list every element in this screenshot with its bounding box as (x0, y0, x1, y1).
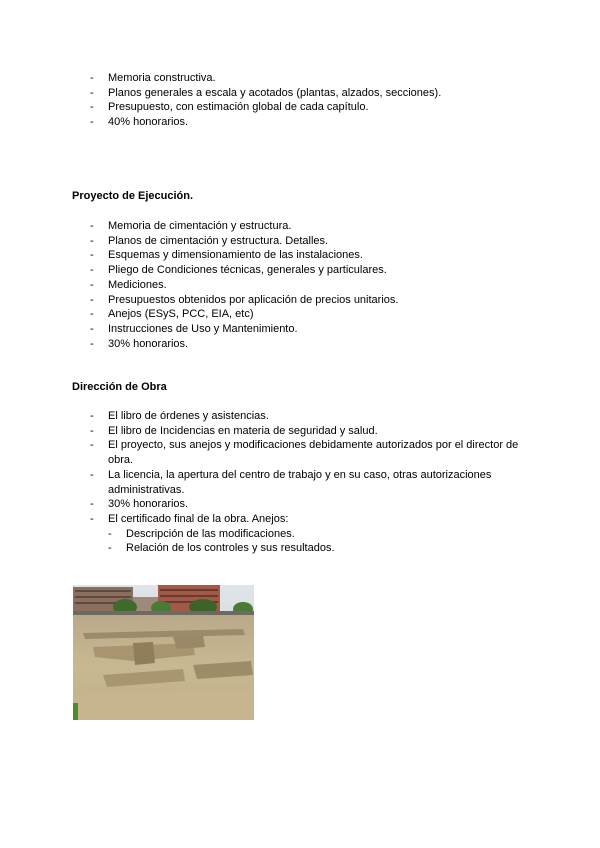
list-item-text: Memoria de cimentación y estructura. (108, 220, 292, 232)
list-item-text: 30% honorarios. (108, 498, 189, 511)
bullet-dash: - (90, 322, 94, 335)
bullet-dash: - (90, 498, 94, 511)
list-item (90, 234, 550, 249)
list-item-text: 30% honorarios. (108, 337, 189, 350)
list-item (90, 100, 550, 115)
construction-site-photo (73, 585, 254, 720)
list-item (90, 468, 530, 497)
list-item-text: La licencia, la apertura del centro de trabajo y en su caso, otras autorizaciones administrativas. (108, 468, 492, 496)
intro-list (90, 71, 550, 130)
list-item-text: Planos generales a escala y acotados (plantas, alzados, secciones). (108, 86, 442, 99)
bullet-dash: - (90, 72, 94, 84)
bullet-dash: - (90, 439, 94, 452)
bullet-dash: - (108, 527, 112, 540)
bullet-dash: - (108, 542, 112, 555)
list-item (90, 497, 530, 512)
list-item (90, 307, 550, 322)
list-item-text: Memoria constructiva. (108, 72, 216, 84)
ejecucion-list (90, 219, 550, 351)
list-item (90, 115, 550, 130)
bullet-dash: - (90, 101, 94, 114)
list-item (90, 424, 530, 439)
list-item-text: El proyecto, sus anejos y modificaciones debidamente autorizados por el director de obra. (108, 439, 519, 467)
list-item (90, 337, 550, 352)
list-item-text: Instrucciones de Uso y Mantenimiento. (108, 322, 298, 335)
bullet-dash: - (90, 293, 94, 306)
section-heading-ejecucion: Proyecto de Ejecución. (72, 190, 194, 202)
list-item (90, 86, 550, 101)
list-item (90, 409, 530, 424)
bullet-dash: - (90, 278, 94, 291)
list-item (90, 278, 550, 293)
list-item-text: 40% honorarios. (108, 116, 189, 129)
bullet-dash: - (90, 234, 94, 247)
list-item-text: Pliego de Condiciones técnicas, generales y particulares. (108, 264, 387, 277)
bullet-dash: - (90, 424, 94, 437)
bullet-dash: - (90, 264, 94, 277)
excavation-site-image (73, 585, 254, 720)
obra-list (90, 409, 530, 556)
bullet-dash: - (90, 410, 94, 422)
bullet-dash: - (90, 220, 94, 232)
list-item (90, 322, 550, 337)
bullet-dash: - (90, 512, 94, 525)
section-heading-obra: Dirección de Obra (72, 381, 167, 393)
sublist-item (72, 527, 530, 542)
list-item (90, 71, 550, 86)
list-item-text: Presupuestos obtenidos por aplicación de precios unitarios. (108, 293, 399, 306)
list-item-text: Esquemas y dimensionamiento de las instalaciones. (108, 249, 363, 262)
list-item (90, 263, 550, 278)
bullet-dash: - (90, 116, 94, 129)
list-item (90, 293, 550, 308)
bullet-dash: - (90, 86, 94, 99)
list-item-text: Anejos (ESyS, PCC, EIA, etc) (108, 308, 254, 321)
list-item (90, 512, 530, 556)
list-item-text: El certificado final de la obra. Anejos: (108, 512, 289, 525)
list-item (90, 248, 550, 263)
bullet-dash: - (90, 308, 94, 321)
list-item-text: Planos de cimentación y estructura. Detalles. (108, 234, 329, 247)
sublist-item-text: Relación de los controles y sus resultados. (126, 542, 335, 555)
list-item-text: El libro de Incidencias en materia de seguridad y salud. (108, 424, 378, 437)
list-item-text: Presupuesto, con estimación global de cada capítulo. (108, 101, 369, 114)
bullet-dash: - (90, 337, 94, 350)
list-item-text: Mediciones. (108, 278, 167, 291)
bullet-dash: - (90, 468, 94, 481)
anejos-sublist (72, 527, 530, 556)
list-item-text: El libro de órdenes y asistencias. (108, 410, 269, 422)
sublist-item (72, 541, 530, 556)
bullet-dash: - (90, 249, 94, 262)
sublist-item-text: Descripción de las modificaciones. (126, 527, 295, 540)
list-item (90, 438, 530, 467)
list-item (90, 219, 550, 234)
